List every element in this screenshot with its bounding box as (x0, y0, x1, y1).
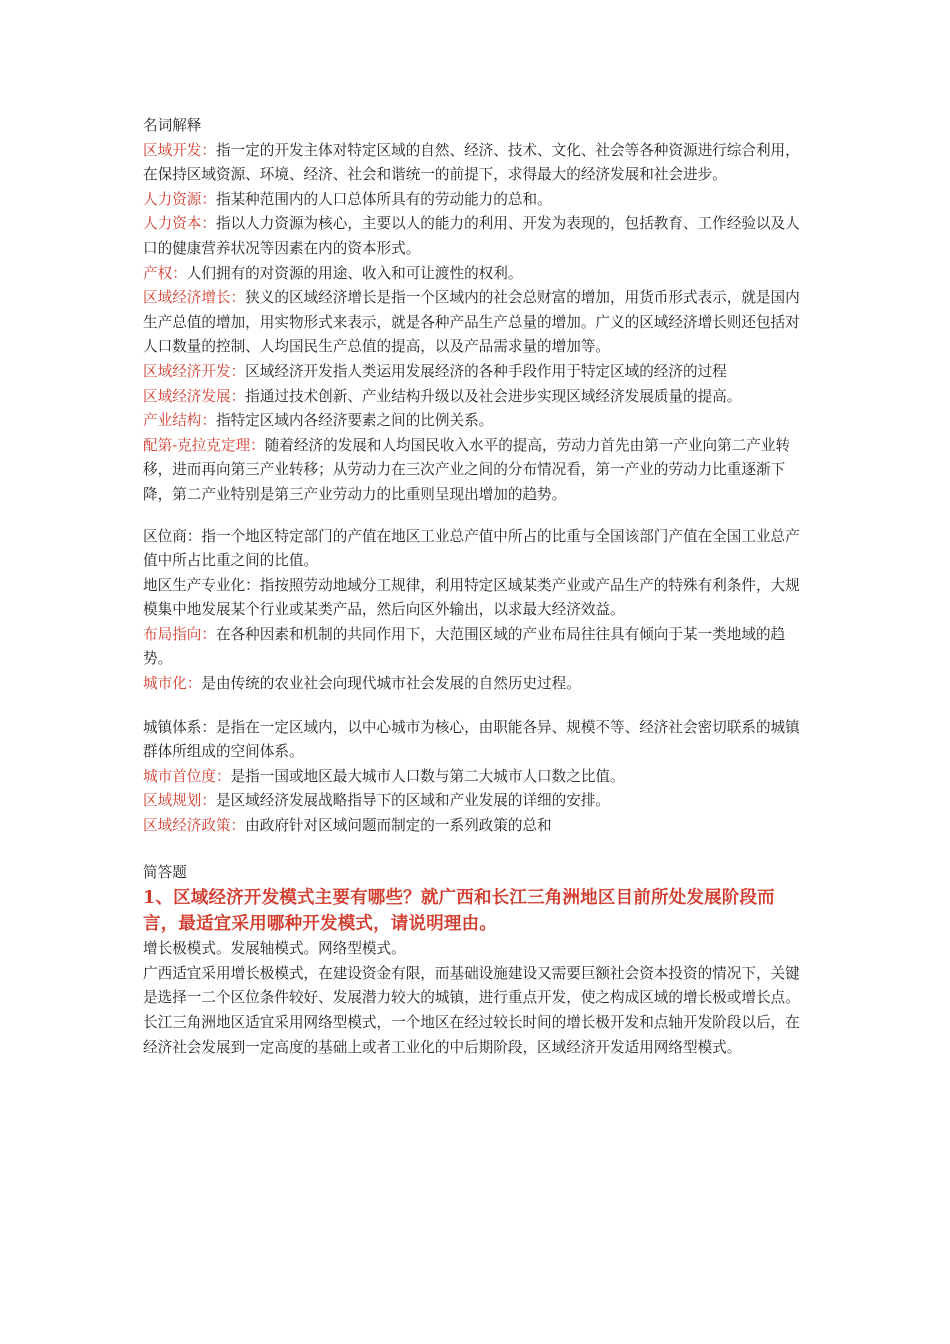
definition-text: 狭义的区域经济增长是指一个区域内的社会总财富的增加，用货币形式表示，就是国内生产总值的增加，用实物形式来表示，就是各种产品生产总量的增加。广义的区域经济增长则还包括对人口数量的控制、人均国民生产总值的提高，以及产品需求量的增加等。 (143, 289, 800, 356)
definition-entry (143, 672, 808, 697)
definition-entry (143, 360, 808, 385)
definition-term: 布局指向： (143, 625, 216, 643)
definition-term: 区域经济增长： (143, 289, 246, 307)
definition-text: 指某种范围内的人口总体所具有的劳动能力的总和。 (215, 190, 552, 208)
spacer (143, 697, 808, 716)
definition-text: 指一个地区特定部门的产值在地区工业总产值中所占的比重与全国该部门产值在全国工业总产值中所占比重之间的比值。 (143, 527, 800, 570)
definition-entry (143, 525, 808, 574)
definition-entry (143, 623, 808, 672)
definition-term: 城市化： (143, 675, 202, 693)
section-heading-short-answer: 简答题 (143, 863, 187, 881)
definition-entry (143, 434, 808, 508)
definition-text: 人们拥有的对资源的用途、收入和可让渡性的权利。 (186, 264, 523, 282)
definition-entry (143, 262, 808, 287)
answer-paragraph: 广西适宜采用增长极模式，在建设资金有限，而基础设施建设又需要巨额社会资本投资的情况下，关键是选择一二个区位条件较好、发展潜力较大的城镇，进行重点开发，使之构成区域的增长极或增长点。 (143, 964, 800, 1007)
definition-text: 是指一国或地区最大城市人口数与第二大城市人口数之比值。 (230, 767, 625, 785)
document-page (143, 114, 808, 1060)
definition-text: 是由传统的农业社会向现代城市社会发展的自然历史过程。 (201, 675, 581, 693)
definition-entry (143, 716, 808, 765)
definition-term: 区域经济开发： (143, 362, 246, 380)
definition-text: 随着经济的发展和人均国民收入水平的提高，劳动力首先由第一产业向第二产业转移，进而再向第三产业转移；从劳动力在三次产业之间的分布情况看，第一产业的劳动力比重逐渐下降，第二产业特别是第三产业劳动力的比重则呈现出增加的趋势。 (143, 436, 791, 503)
definition-term: 配第-克拉克定理： (143, 436, 265, 454)
definition-text: 区域经济开发指人类运用发展经济的各种手段作用于特定区域的经济的过程 (245, 362, 727, 380)
definition-text: 是指在一定区域内，以中心城市为核心，由职能各异、规模不等、经济社会密切联系的城镇群体所组成的空间体系。 (143, 718, 800, 761)
definition-entry (143, 385, 808, 410)
answer-paragraph: 增长极模式。发展轴模式。网络型模式。 (143, 940, 406, 958)
definition-text: 在各种因素和机制的共同作用下，大范围区域的产业布局往往具有倾向于某一类地域的趋势。 (143, 625, 786, 668)
definition-term: 城镇体系： (143, 718, 216, 736)
definition-text: 指按照劳动地域分工规律，利用特定区域某类产业或产品生产的特殊有利条件，大规模集中地发展某个行业或某类产品，然后向区外输出，以求最大经济效益。 (143, 576, 800, 619)
question-title: 1、区域经济开发模式主要有哪些？就广西和长江三角洲地区目前所处发展阶段而言，最适宜采用哪种开发模式，请说明理由。 (143, 888, 775, 935)
definition-entry (143, 409, 808, 434)
definition-entry (143, 139, 808, 188)
definition-text: 指特定区域内各经济要素之间的比例关系。 (215, 412, 494, 430)
definition-entry (143, 814, 808, 839)
definition-term: 人力资本： (143, 215, 216, 233)
definition-term: 地区生产专业化： (143, 576, 260, 594)
definition-term: 人力资源： (143, 190, 216, 208)
definition-entry (143, 789, 808, 814)
definition-entry (143, 212, 808, 261)
definition-term: 区域经济政策： (143, 817, 246, 835)
definition-term: 区域经济发展： (143, 387, 246, 405)
definition-text: 指以人力资源为核心，主要以人的能力的利用、开发为表现的，包括教育、工作经验以及人口的健康营养状况等因素在内的资本形式。 (143, 215, 800, 257)
answer-paragraph: 长江三角洲地区适宜采用网络型模式，一个地区在经过较长时间的增长极开发和点轴开发阶段以后，在经济社会发展到一定高度的基础上或者工业化的中后期阶段，区域经济开发适用网络型模式。 (143, 1014, 800, 1056)
definition-text: 由政府针对区域问题而制定的一系列政策的总和 (245, 817, 552, 835)
definition-term: 区域开发： (143, 141, 216, 159)
definition-text: 是区域经济发展战略指导下的区域和产业发展的详细的安排。 (215, 792, 611, 810)
definition-term: 产业结构： (143, 412, 216, 430)
definition-term: 区域规划： (143, 792, 216, 810)
definition-text: 指一定的开发主体对特定区域的自然、经济、技术、文化、社会等各种资源进行综合利用，在保持区域资源、环境、经济、社会和谐统一的前提下，求得最大的经济发展和社会进步。 (143, 141, 800, 184)
spacer (143, 839, 808, 861)
definition-entry (143, 765, 808, 790)
definition-entry (143, 286, 808, 360)
section-heading-definitions: 名词解释 (143, 117, 202, 134)
definition-term: 产权： (143, 264, 187, 282)
spacer (143, 508, 808, 525)
definition-entry (143, 188, 808, 213)
definition-text: 指通过技术创新、产业结构升级以及社会进步实现区域经济发展质量的提高。 (245, 387, 742, 405)
definition-term: 区位商： (143, 527, 202, 545)
definition-entry (143, 574, 808, 623)
definition-term: 城市首位度： (143, 767, 231, 785)
